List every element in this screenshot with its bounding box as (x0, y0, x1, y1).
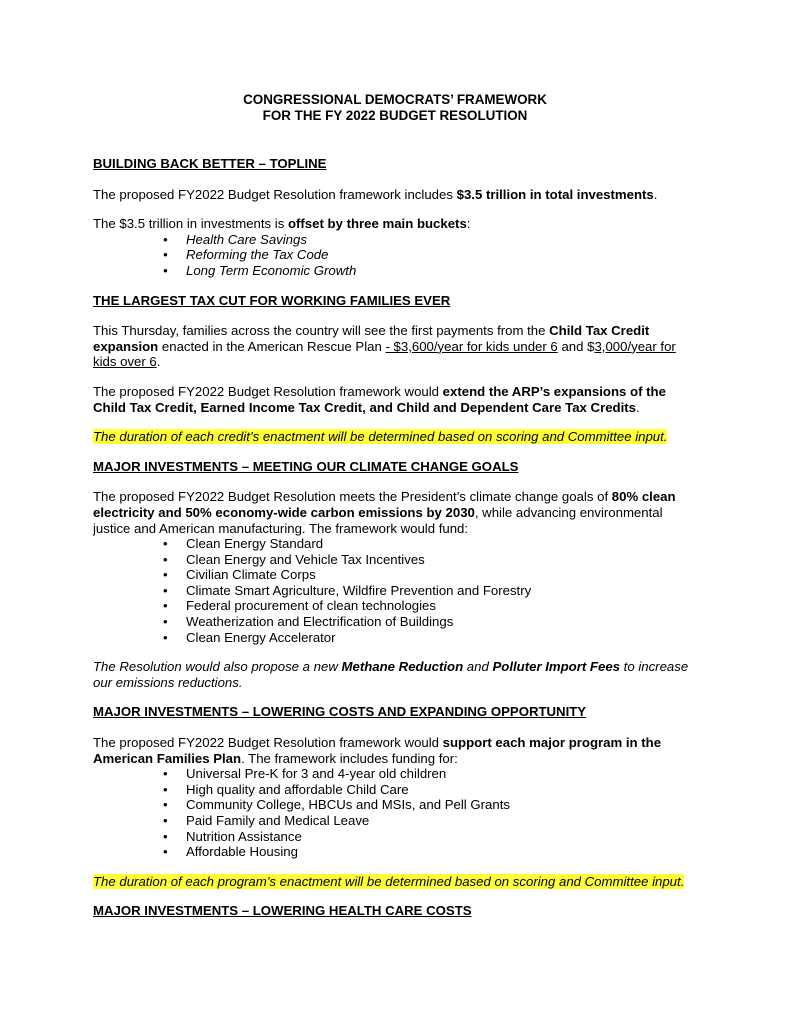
list-item: • Community College, HBCUs and MSIs, and Pell Grants (186, 797, 697, 813)
list-item: • Climate Smart Agriculture, Wildfire Prevention and Forestry (186, 583, 697, 599)
title-line-2: FOR THE FY 2022 BUDGET RESOLUTION (262, 108, 528, 123)
offset-list (93, 232, 697, 279)
section-heading-opportunity: MAJOR INVESTMENTS – LOWERING COSTS AND EXPANDING OPPORTUNITY (93, 704, 587, 720)
list-item: • Paid Family and Medical Leave (186, 813, 697, 829)
document-title (93, 92, 697, 124)
list-item: • Clean Energy and Vehicle Tax Incentives (186, 552, 697, 568)
list-item: • Nutrition Assistance (186, 829, 697, 845)
climate-list (93, 536, 697, 645)
list-item: • Federal procurement of clean technologies (186, 598, 697, 614)
program-duration-note: The duration of each program’s enactment will be determined based on scoring and Committee input. (93, 873, 685, 889)
list-item: • Health Care Savings (186, 232, 697, 248)
list-item: • Weatherization and Electrification of Buildings (186, 614, 697, 630)
list-item: • Long Term Economic Growth (186, 263, 697, 279)
list-item: • Universal Pre-K for 3 and 4-year old children (186, 766, 697, 782)
list-item: • Clean Energy Standard (186, 536, 697, 552)
list-item: • Affordable Housing (186, 844, 697, 860)
families-plan-list (93, 766, 697, 860)
section-heading-climate: MAJOR INVESTMENTS – MEETING OUR CLIMATE CHANGE GOALS (93, 458, 519, 474)
list-item: • Clean Energy Accelerator (186, 630, 697, 646)
families-plan-paragraph: The proposed FY2022 Budget Resolution framework would support each major program in the American Families Plan. The framework includes funding for: (93, 735, 662, 766)
arp-extension-paragraph: The proposed FY2022 Budget Resolution framework would extend the ARP’s expansions of the Child Tax Credit, Earned Income Tax Credit, and Child and Dependent Care Tax Credits. (93, 383, 666, 415)
offset-paragraph: The $3.5 trillion in investments is offset by three main buckets: (93, 216, 471, 232)
child-tax-credit-paragraph: This Thursday, families across the country will see the first payments from the Child Tax Credit expansion enacted in the American Rescue Plan - $3,600/year for kids under 6 and $3,000/year for kids over 6. (93, 323, 676, 370)
methane-paragraph: The Resolution would also propose a new Methane Reduction and Polluter Import Fees to increase our emissions reductions. (93, 659, 689, 690)
document-page (93, 92, 697, 919)
topline-paragraph: The proposed FY2022 Budget Resolution framework includes $3.5 trillion in total investments. (93, 186, 658, 202)
section-heading-health-care: MAJOR INVESTMENTS – LOWERING HEALTH CARE COSTS (93, 903, 472, 919)
section-heading-tax-cut: THE LARGEST TAX CUT FOR WORKING FAMILIES EVER (93, 292, 451, 308)
section-heading-topline: BUILDING BACK BETTER – TOPLINE (93, 156, 327, 171)
list-item: • Civilian Climate Corps (186, 567, 697, 583)
list-item: • Reforming the Tax Code (186, 247, 697, 263)
climate-paragraph: The proposed FY2022 Budget Resolution meets the President’s climate change goals of 80% clean electricity and 50% economy-wide carbon emissions by 2030, while advancing environmental justice and American manufacturing. The framework would fund: (93, 489, 676, 536)
credit-duration-note: The duration of each credit’s enactment will be determined based on scoring and Committee input. (93, 429, 668, 445)
list-item: • High quality and affordable Child Care (186, 782, 697, 798)
title-line-1: CONGRESSIONAL DEMOCRATS’ FRAMEWORK (243, 92, 547, 107)
